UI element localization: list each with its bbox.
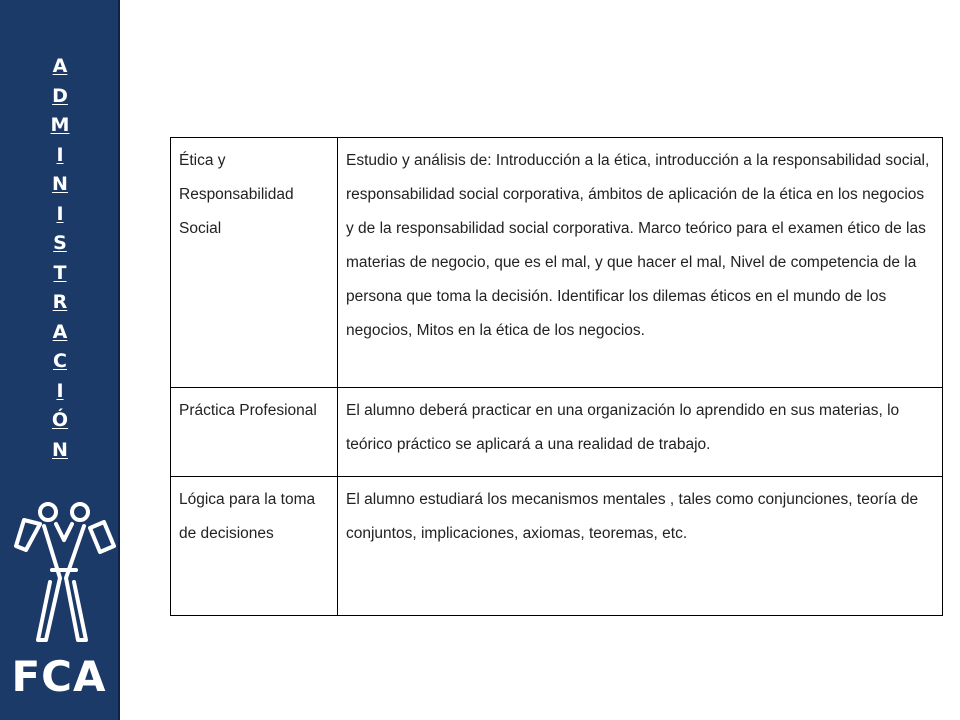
vertical-letter: S <box>53 232 67 254</box>
vertical-letter: A <box>52 55 68 77</box>
vertical-letter: R <box>52 291 68 313</box>
subject-cell: Práctica Profesional <box>171 388 338 477</box>
subject-cell: Ética y Responsabilidad Social <box>171 138 338 388</box>
vertical-letter: C <box>53 350 67 372</box>
table-row <box>171 477 943 616</box>
sidebar <box>0 0 120 720</box>
table-row <box>171 388 943 477</box>
vertical-letter: I <box>56 143 64 166</box>
description-cell: El alumno estudiará los mecanismos mentales , tales como conjunciones, teoría de conjuntos, implicaciones, axiomas, teoremas, etc. <box>338 477 943 616</box>
vertical-letter: M <box>50 114 70 136</box>
vertical-letter: D <box>52 84 68 107</box>
vertical-letter: T <box>53 261 67 284</box>
vertical-letter: Ó <box>51 409 69 431</box>
vertical-title-administracion <box>0 52 120 465</box>
two-figures-icon <box>8 500 118 650</box>
description-cell: El alumno deberá practicar en una organización lo aprendido en sus materias, lo teórico práctico se aplicará a una realidad de trabajo. <box>338 388 943 477</box>
vertical-letter: A <box>52 320 68 343</box>
vertical-letter: N <box>52 438 68 461</box>
fca-logo-text: FCA <box>11 652 107 701</box>
subject-cell: Lógica para la toma de decisiones <box>171 477 338 616</box>
vertical-letter: N <box>52 173 68 195</box>
curriculum-table <box>170 137 943 616</box>
table-row <box>171 138 943 388</box>
description-cell: Estudio y análisis de: Introducción a la ética, introducción a la responsabilidad social, responsabilidad social corporativa, ámbitos de aplicación de la ética en los negocios y de la responsabilidad social corporativa. Marco teórico para el examen ético de las materias de negocio, que es el mal, y que hacer el mal, Nivel de competencia de la persona que toma la decisión. Identificar los dilemas éticos en el mundo de los negocios, Mitos en la ética de los negocios. <box>338 138 943 388</box>
vertical-letter: I <box>56 202 64 225</box>
vertical-letter: I <box>56 379 64 402</box>
